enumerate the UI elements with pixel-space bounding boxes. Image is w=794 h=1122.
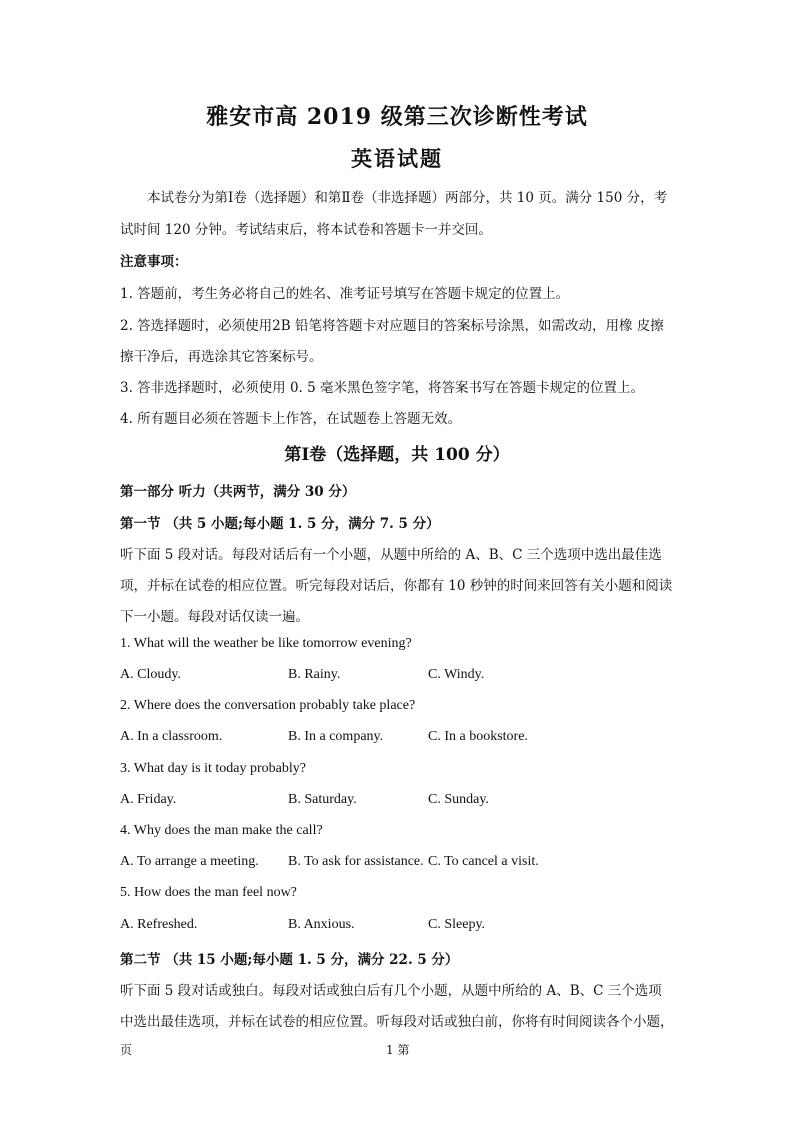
page-number: 1 第 — [386, 1043, 410, 1057]
notes-heading: 注意事项： — [120, 254, 188, 270]
q1-option-b: B. Rainy. — [288, 667, 341, 682]
q3-option-c: C. Sunday. — [428, 792, 489, 807]
q3-option-a: A. Friday. — [120, 792, 177, 807]
exam-subtitle: 英语试题 — [351, 146, 443, 171]
q5-option-c: C. Sleepy. — [428, 917, 486, 932]
intro-line-1: 本试卷分为第Ⅰ卷（选择题）和第Ⅱ卷（非选择题）两部分，共 10 页。满分 150 分，考 — [147, 190, 668, 206]
note-3: 3. 答非选择题时，必须使用 0. 5 毫米黑色签字笔，将答案书写在答题卡规定的位置上。 — [120, 380, 645, 396]
q5-option-a: A. Refreshed. — [120, 917, 198, 932]
q4-option-b: B. To ask for assistance. — [288, 854, 424, 869]
q2-option-b: B. In a company. — [288, 729, 384, 744]
section2-heading: 第二节 （共 15 小题;每小题 1. 5 分，满分 22. 5 分） — [120, 952, 459, 968]
part1-heading: 第一部分 听力（共两节，满分 30 分） — [120, 484, 356, 500]
section1-direction-2: 项，并标在试卷的相应位置。听完每段对话后，你都有 10 秒钟的时间来回答有关小题和阅读 — [120, 578, 673, 594]
q3-option-b: B. Saturday. — [288, 792, 357, 807]
q4-option-a: A. To arrange a meeting. — [120, 854, 259, 869]
q2-option-c: C. In a bookstore. — [428, 729, 528, 744]
note-4: 4. 所有题目必须在答题卡上作答，在试题卷上答题无效。 — [120, 411, 462, 427]
note-2b: 擦干净后，再选涂其它答案标号。 — [120, 349, 323, 365]
question-5: 5. How does the man feel now? — [120, 885, 297, 900]
q1-option-c: C. Windy. — [428, 667, 485, 682]
section1-heading: 第一节 （共 5 小题;每小题 1. 5 分，满分 7. 5 分） — [120, 516, 440, 532]
q2-option-a: A. In a classroom. — [120, 729, 223, 744]
q5-option-b: B. Anxious. — [288, 917, 355, 932]
note-1: 1. 答题前，考生务必将自己的姓名、准考证号填写在答题卡规定的位置上。 — [120, 286, 570, 302]
q4-option-c: C. To cancel a visit. — [428, 854, 539, 869]
footer-left: 页 — [120, 1043, 133, 1057]
question-3: 3. What day is it today probably? — [120, 761, 306, 776]
section1-direction-1: 听下面 5 段对话。每段对话后有一个小题，从题中所给的 A、B、C 三个选项中选出最佳选 — [120, 547, 662, 563]
q1-option-a: A. Cloudy. — [120, 667, 181, 682]
volume1-heading: 第Ⅰ卷（选择题，共 100 分） — [284, 445, 510, 465]
intro-line-2: 试时间 120 分钟。考试结束后，将本试卷和答题卡一并交回。 — [120, 222, 492, 238]
section2-direction-1: 听下面 5 段对话或独白。每段对话或独白后有几个小题，从题中所给的 A、B、C 三个选项 — [120, 983, 662, 999]
note-2a: 2. 答选择题时，必须使用2B 铅笔将答题卡对应题目的答案标号涂黑，如需改动，用橡 皮擦 — [120, 318, 664, 334]
section1-direction-3: 下一小题。每段对话仅读一遍。 — [120, 609, 309, 625]
question-4: 4. Why does the man make the call? — [120, 823, 323, 838]
question-2: 2. Where does the conversation probably take place? — [120, 698, 416, 713]
question-1: 1. What will the weather be like tomorrow evening? — [120, 636, 412, 651]
section2-direction-2: 中选出最佳选项，并标在试卷的相应位置。听每段对话或独白前，你将有时间阅读各个小题， — [120, 1014, 674, 1030]
exam-title: 雅安市高 2019 级第三次诊断性考试 — [206, 104, 588, 130]
